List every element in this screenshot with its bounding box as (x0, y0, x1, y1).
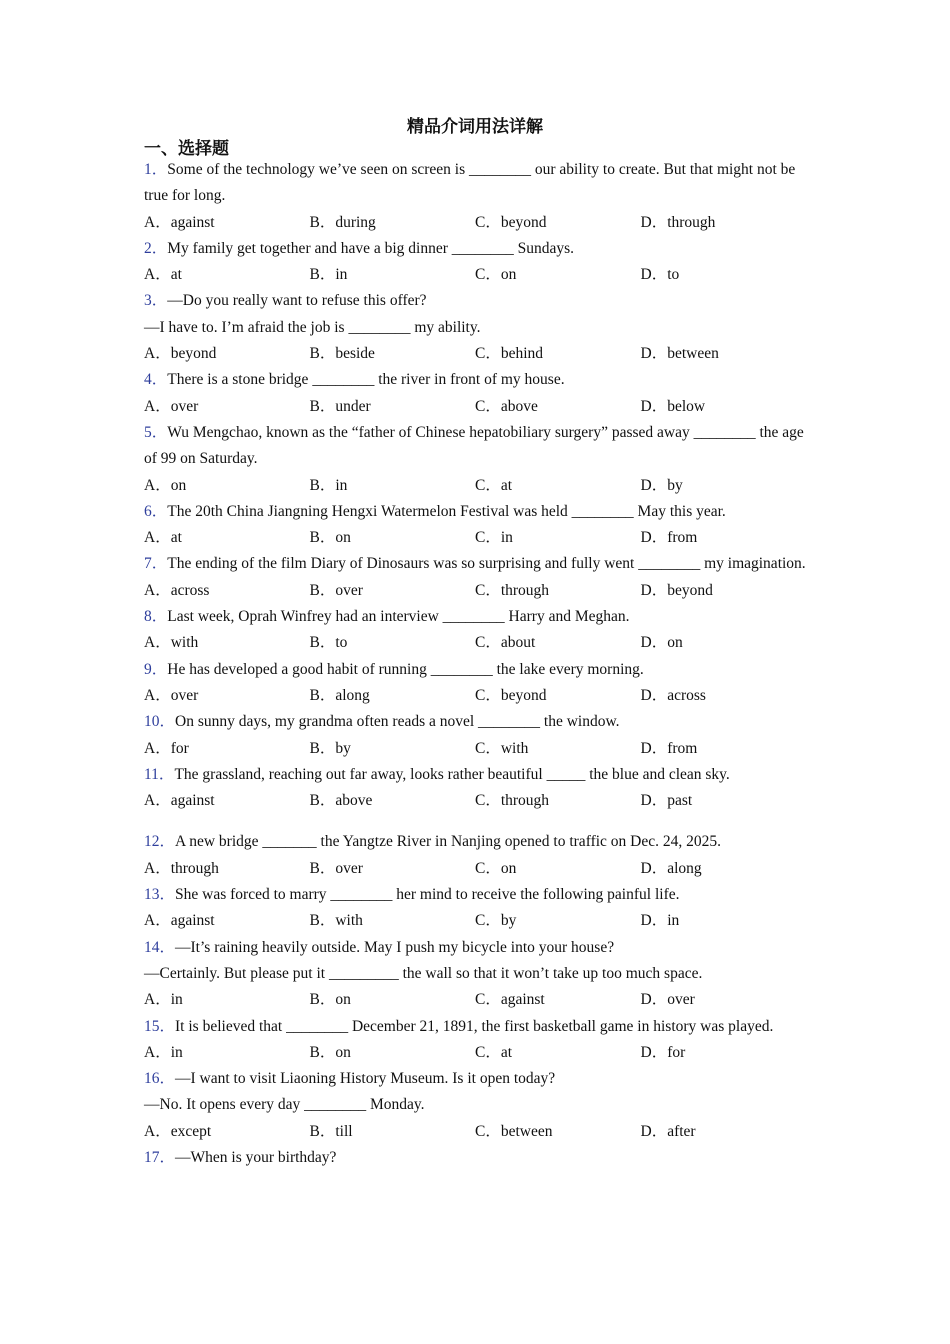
question-stem (144, 882, 809, 908)
answer-option[interactable]: A．across (144, 581, 210, 599)
answer-option[interactable]: C．on (475, 266, 517, 284)
question-text: Wu Mengchao, known as the “father of Chinese hepatobiliary surgery” passed away ________ the age of 99 on Saturday. (144, 423, 804, 468)
question-text: My family get together and have a big dinner ________ Sundays. (167, 239, 575, 257)
question-stem (144, 604, 809, 630)
answer-option[interactable]: C．behind (475, 345, 544, 363)
answer-option[interactable]: A．against (144, 912, 215, 930)
question-text: —Do you really want to refuse this offer? (167, 292, 427, 310)
answer-option[interactable]: D．on (640, 634, 683, 652)
question-stem (144, 762, 809, 788)
question-number: 11． (144, 765, 175, 783)
answer-option[interactable]: D．to (640, 266, 680, 284)
answer-option[interactable]: B．along (309, 686, 370, 704)
question-number: 9． (144, 660, 168, 678)
question-number: 6． (144, 502, 168, 520)
question-dialogue-line (144, 961, 809, 987)
question-stem (144, 709, 809, 735)
answer-option[interactable]: A．over (144, 686, 199, 704)
question-text: —I want to visit Liaoning History Museum. Is it open today? (175, 1070, 556, 1088)
answer-option[interactable]: B．over (309, 581, 363, 599)
answer-option[interactable]: A．through (144, 859, 219, 877)
answer-options (144, 210, 809, 236)
answer-option[interactable]: D．below (640, 397, 706, 415)
question-text: Last week, Oprah Winfrey had an interview ________ Harry and Meghan. (167, 608, 630, 626)
answer-option[interactable]: A．at (144, 266, 182, 284)
question-text: On sunny days, my grandma often reads a novel ________ the window. (175, 713, 620, 731)
answer-option[interactable]: D．through (640, 213, 716, 231)
answer-option[interactable]: D．after (640, 1122, 696, 1140)
question-text: —I have to. I’m afraid the job is ________ my ability. (144, 318, 481, 336)
answer-option[interactable]: C．at (475, 476, 513, 494)
answer-option[interactable]: C．through (475, 581, 550, 599)
question-stem (144, 1066, 809, 1092)
answer-options (144, 683, 809, 709)
question-text: Some of the technology we’ve seen on screen is ________ our ability to create. But that might not be true for long. (144, 161, 796, 205)
answer-option[interactable]: D．from (640, 529, 698, 547)
answer-options (144, 788, 809, 814)
question-number: 15． (144, 1017, 176, 1035)
question-text: —When is your birthday? (175, 1148, 337, 1166)
answer-option[interactable]: B．on (309, 991, 351, 1009)
question-text: The grassland, reaching out far away, looks rather beautiful _____ the blue and clean sky. (174, 765, 730, 783)
answer-option[interactable]: A．against (144, 213, 215, 231)
question-number: 8． (144, 608, 168, 626)
answer-option[interactable]: C．beyond (475, 213, 547, 231)
question-stem (144, 367, 809, 393)
answer-option[interactable]: C．above (475, 397, 538, 415)
answer-option[interactable]: A．in (144, 991, 183, 1009)
question-number: 17． (144, 1148, 176, 1166)
question-number: 2． (144, 239, 168, 257)
question-stem (144, 935, 809, 961)
answer-options (144, 1119, 809, 1145)
answer-options (144, 736, 809, 762)
answer-options (144, 473, 809, 499)
question-text: —Certainly. But please put it _________ the wall so that it won’t take up too much space. (144, 964, 703, 982)
answer-options (144, 1040, 809, 1066)
answer-option[interactable]: C．on (475, 859, 517, 877)
question-text: —No. It opens every day ________ Monday. (144, 1096, 425, 1114)
answer-option[interactable]: B．till (309, 1122, 353, 1140)
answer-option[interactable]: C．against (475, 991, 545, 1009)
question-number: 5． (144, 423, 168, 441)
answer-option[interactable]: C．about (475, 634, 536, 652)
answer-options (144, 630, 809, 656)
question-stem (144, 1014, 809, 1040)
answer-option[interactable]: A．at (144, 529, 182, 547)
question-number: 10． (144, 713, 176, 731)
answer-options (144, 578, 809, 604)
answer-option[interactable]: B．beside (309, 345, 375, 363)
answer-options (144, 341, 809, 367)
question-text: A new bridge _______ the Yangtze River in Nanjing opened to traffic on Dec. 24, 2025. (175, 833, 721, 851)
section-heading: 一、选择题 (144, 139, 229, 159)
question-number: 7． (144, 555, 168, 573)
answer-option[interactable]: B．by (309, 739, 351, 757)
question-number: 14． (144, 938, 176, 956)
question-stem (144, 499, 809, 525)
question-text: —It’s raining heavily outside. May I push my bicycle into your house? (175, 938, 615, 956)
answer-options (144, 856, 809, 882)
answer-option[interactable]: A．except (144, 1122, 212, 1140)
question-number: 1． (144, 161, 168, 178)
question-text: The 20th China Jiangning Hengxi Watermelon Festival was held ________ May this year. (167, 502, 726, 520)
answer-options (144, 394, 809, 420)
answer-option[interactable]: A．on (144, 476, 187, 494)
question-stem (144, 1145, 809, 1171)
question-number: 16． (144, 1070, 176, 1088)
answer-options (144, 908, 809, 934)
answer-options (144, 262, 809, 288)
answer-option[interactable]: A．beyond (144, 345, 217, 363)
page-title: 精品介词用法详解 (407, 117, 543, 137)
answer-option[interactable]: C．by (475, 912, 517, 930)
question-stem (144, 420, 809, 473)
answer-option[interactable]: A．in (144, 1043, 183, 1061)
answer-option[interactable]: C．with (475, 739, 529, 757)
answer-option[interactable]: A．for (144, 739, 189, 757)
question-list (144, 157, 809, 1171)
answer-option[interactable]: B．above (309, 792, 373, 810)
question-stem (144, 657, 809, 683)
answer-option[interactable]: B．over (309, 859, 363, 877)
answer-option[interactable]: D．by (640, 476, 683, 494)
answer-option[interactable]: B．with (309, 912, 363, 930)
question-number: 3． (144, 292, 168, 310)
answer-option[interactable]: C．beyond (475, 686, 547, 704)
answer-option[interactable]: D．from (640, 739, 698, 757)
question-text: She was forced to marry ________ her mind to receive the following painful life. (175, 886, 680, 904)
question-dialogue-line (144, 315, 809, 341)
answer-option[interactable]: B．in (309, 266, 348, 284)
answer-option[interactable]: D．over (640, 991, 695, 1009)
answer-option[interactable]: C．at (475, 1043, 513, 1061)
answer-option[interactable]: C．in (475, 529, 513, 547)
question-number: 4． (144, 371, 168, 389)
question-text: It is believed that ________ December 21, 1891, the first basketball game in history was played. (175, 1017, 774, 1035)
question-stem (144, 551, 809, 577)
answer-options (144, 525, 809, 551)
question-stem (144, 288, 809, 314)
question-stem (144, 829, 809, 855)
answer-option[interactable]: D．past (640, 792, 693, 810)
answer-option[interactable]: D．across (640, 686, 706, 704)
answer-option[interactable]: A．with (144, 634, 199, 652)
answer-option[interactable]: D．in (640, 912, 680, 930)
answer-option[interactable]: A．against (144, 792, 215, 810)
answer-option[interactable]: B．on (309, 529, 351, 547)
answer-option[interactable]: B．to (309, 634, 348, 652)
answer-option[interactable]: B．in (309, 476, 348, 494)
answer-option[interactable]: D．between (640, 345, 719, 363)
question-dialogue-line (144, 1092, 809, 1118)
question-number: 13． (144, 886, 176, 904)
answer-option[interactable]: A．over (144, 397, 199, 415)
question-stem (144, 236, 809, 262)
question-stem (144, 157, 809, 210)
question-text: He has developed a good habit of running ________ the lake every morning. (167, 660, 644, 678)
answer-option[interactable]: B．during (309, 213, 376, 231)
question-number: 12． (144, 833, 176, 851)
answer-option[interactable]: B．on (309, 1043, 351, 1061)
answer-option[interactable]: C．through (475, 792, 550, 810)
answer-option[interactable]: C．between (475, 1122, 553, 1140)
answer-option[interactable]: D．for (640, 1043, 686, 1061)
question-text: The ending of the film Diary of Dinosaurs was so surprising and fully went ________ my imagination. (167, 555, 806, 573)
answer-option[interactable]: D．along (640, 859, 702, 877)
question-text: There is a stone bridge ________ the river in front of my house. (167, 371, 565, 389)
answer-option[interactable]: B．under (309, 397, 371, 415)
answer-option[interactable]: D．beyond (640, 581, 713, 599)
answer-options (144, 987, 809, 1013)
